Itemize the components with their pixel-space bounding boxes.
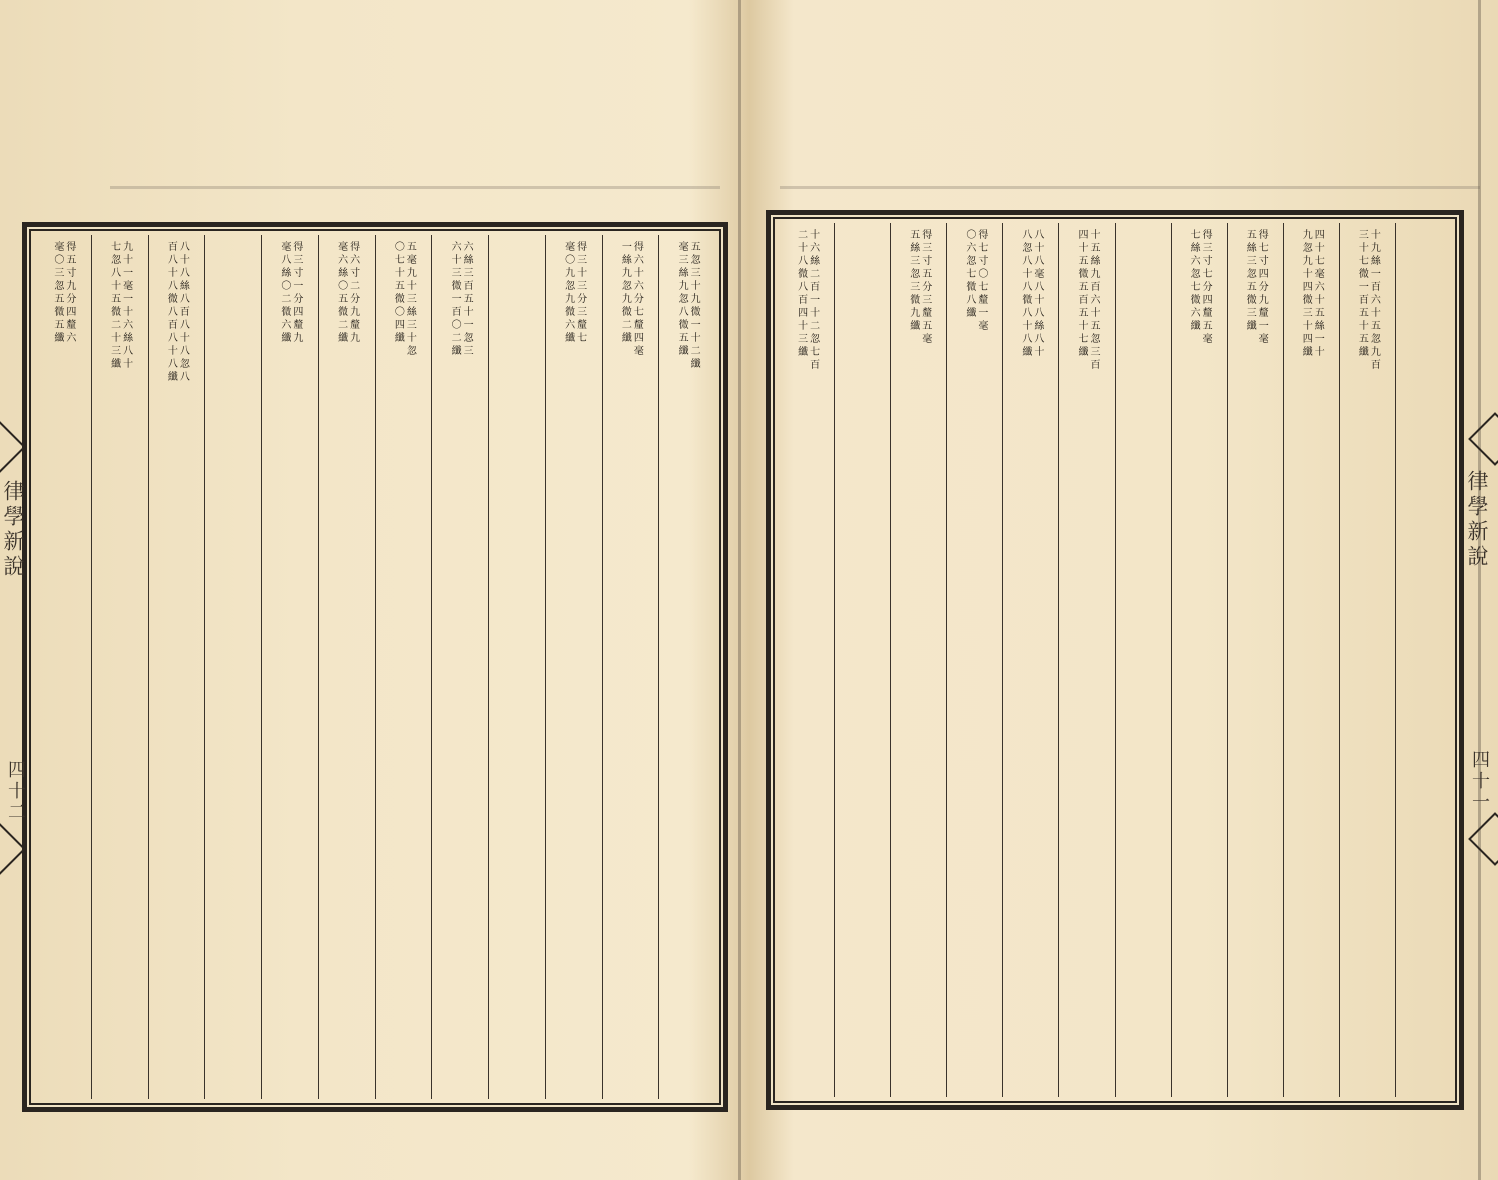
annotation-pair xyxy=(109,241,131,371)
annotation-text: 九十一毫一十六絲八十 xyxy=(120,241,132,371)
annotation-text: 得六寸二分九釐九 xyxy=(347,241,359,345)
annotation-pair xyxy=(1188,229,1210,346)
text-column xyxy=(431,235,488,1099)
text-column-body xyxy=(35,241,91,1099)
text-column-body xyxy=(1059,229,1114,1097)
text-column xyxy=(1115,223,1171,1097)
text-column-body xyxy=(546,241,602,1099)
annotation-pair xyxy=(1356,229,1378,372)
book-title-gutter: 律學新說 xyxy=(1,480,25,580)
folio-number: 四十一 xyxy=(1469,750,1490,813)
annotation-pair xyxy=(336,241,358,345)
annotation-pair xyxy=(908,229,930,346)
text-column-body xyxy=(205,241,261,1099)
annotation-pair xyxy=(619,241,641,358)
annotation-text: 四十五微五百五十七纖 xyxy=(1075,229,1087,359)
text-column xyxy=(779,223,834,1097)
text-column xyxy=(1395,223,1451,1097)
left-page xyxy=(0,0,740,1180)
annotation-text: 五毫九十三絲三十忽 xyxy=(404,241,416,358)
fish-tail-mark-top xyxy=(0,420,26,474)
text-column xyxy=(545,235,602,1099)
annotation-pair xyxy=(1300,229,1322,359)
annotation-pair xyxy=(392,241,414,358)
left-page-frame xyxy=(22,222,728,1112)
annotation-text: 得五寸九分四釐六 xyxy=(63,241,75,345)
left-text-columns xyxy=(35,235,715,1099)
annotation-pair xyxy=(1020,229,1042,359)
text-column xyxy=(375,235,432,1099)
text-column xyxy=(946,223,1002,1097)
text-column-body xyxy=(659,241,715,1099)
text-column xyxy=(204,235,261,1099)
annotation-pair xyxy=(563,241,585,345)
annotation-text: 〇六忽七微八纖 xyxy=(963,229,975,320)
annotation-text: 八十八絲八百八十八忽八 xyxy=(177,241,189,384)
text-column xyxy=(1171,223,1227,1097)
text-column-body xyxy=(779,229,834,1097)
text-column-body xyxy=(891,229,946,1097)
annotation-text: 六絲三百五十一忽三 xyxy=(461,241,473,358)
text-column-body xyxy=(149,241,205,1099)
annotation-text: 五絲三忽三微九纖 xyxy=(907,229,919,333)
annotation-text: 得三寸五分三釐五毫 xyxy=(919,229,931,346)
text-column xyxy=(1283,223,1339,1097)
folio-number: 四十二 xyxy=(5,760,26,823)
text-column xyxy=(261,235,318,1099)
annotation-text: 五忽三十九微一十二纖 xyxy=(688,241,700,371)
right-page xyxy=(740,0,1498,1180)
annotation-pair xyxy=(52,241,74,345)
annotation-text: 九忽九十四微三十四纖 xyxy=(1300,229,1312,359)
book-title-gutter: 律學新說 xyxy=(1465,470,1489,570)
annotation-text: 二十八微八百四十三纖 xyxy=(795,229,807,359)
annotation-pair xyxy=(676,241,698,371)
annotation-text: 得三十三分三釐七 xyxy=(574,241,586,345)
text-column xyxy=(91,235,148,1099)
text-column xyxy=(1058,223,1114,1097)
text-column-body xyxy=(319,241,375,1099)
annotation-pair xyxy=(796,229,818,372)
text-column-body xyxy=(1228,229,1283,1097)
annotation-pair xyxy=(1244,229,1266,346)
annotation-text: 十九絲一百六十五忽九百 xyxy=(1368,229,1380,372)
annotation-text: 得七寸四分九釐一毫 xyxy=(1256,229,1268,346)
fish-tail-mark-top xyxy=(1468,412,1498,466)
annotation-text: 十六絲二百一十二忽七百 xyxy=(807,229,819,372)
annotation-text: 六十三微一百〇二纖 xyxy=(449,241,461,358)
text-column-body xyxy=(1284,229,1339,1097)
annotation-pair xyxy=(964,229,986,333)
annotation-text: 得七寸〇七釐一毫 xyxy=(975,229,987,333)
text-column-body xyxy=(376,241,432,1099)
right-text-columns xyxy=(779,223,1451,1097)
text-column xyxy=(1227,223,1283,1097)
annotation-text: 得六十六分七釐四毫 xyxy=(631,241,643,358)
annotation-text: 〇七十五微〇四纖 xyxy=(392,241,404,345)
annotation-text: 八十八毫八十八絲八十 xyxy=(1031,229,1043,359)
left-margin-strip xyxy=(0,0,22,1180)
text-column-body xyxy=(835,229,890,1097)
fish-tail-mark-bottom xyxy=(1468,812,1498,866)
text-column-body xyxy=(432,241,488,1099)
annotation-pair xyxy=(165,241,187,384)
annotation-text: 得三寸七分四釐五毫 xyxy=(1200,229,1212,346)
text-column xyxy=(658,235,715,1099)
text-column xyxy=(488,235,545,1099)
annotation-text: 毫八絲〇二微六纖 xyxy=(278,241,290,345)
text-column xyxy=(318,235,375,1099)
annotation-pair xyxy=(449,241,471,358)
text-column-body xyxy=(1340,229,1395,1097)
text-column xyxy=(890,223,946,1097)
right-page-frame xyxy=(766,210,1464,1110)
text-column xyxy=(1339,223,1395,1097)
text-column-body xyxy=(1003,229,1058,1097)
annotation-text: 七絲六忽七微六纖 xyxy=(1188,229,1200,333)
annotation-text: 百八十八微八百八十八纖 xyxy=(165,241,177,384)
text-column xyxy=(1002,223,1058,1097)
annotation-text: 毫〇三忽五微五纖 xyxy=(51,241,63,345)
text-column xyxy=(148,235,205,1099)
text-column xyxy=(35,235,91,1099)
annotation-text: 三十七微一百五十五纖 xyxy=(1356,229,1368,359)
annotation-text: 七忽八十五微二十三纖 xyxy=(108,241,120,371)
annotation-text: 八忽八十八微八十八纖 xyxy=(1019,229,1031,359)
annotation-pair xyxy=(279,241,301,345)
right-margin-strip xyxy=(1462,0,1498,1180)
text-column-body xyxy=(92,241,148,1099)
annotation-text: 一絲九忽九微二纖 xyxy=(619,241,631,345)
text-column xyxy=(834,223,890,1097)
text-column-body xyxy=(1116,229,1171,1097)
text-column-body xyxy=(262,241,318,1099)
annotation-text: 得三寸一分四釐九 xyxy=(290,241,302,345)
annotation-pair xyxy=(1076,229,1098,372)
annotation-text: 毫三絲九忽八微五纖 xyxy=(676,241,688,358)
annotation-text: 四十七毫六十五絲一十 xyxy=(1312,229,1324,359)
text-column-body xyxy=(489,241,545,1099)
text-column xyxy=(602,235,659,1099)
text-column-body xyxy=(603,241,659,1099)
text-column-body xyxy=(1172,229,1227,1097)
text-column-body xyxy=(947,229,1002,1097)
annotation-text: 五絲三忽五微三纖 xyxy=(1244,229,1256,333)
annotation-text: 毫六絲〇五微二纖 xyxy=(335,241,347,345)
annotation-text: 十五絲九百六十五忽三百 xyxy=(1087,229,1099,372)
fish-tail-mark-bottom xyxy=(0,822,26,876)
annotation-text: 毫〇九忽九微六纖 xyxy=(562,241,574,345)
text-column-body xyxy=(1396,229,1451,1097)
